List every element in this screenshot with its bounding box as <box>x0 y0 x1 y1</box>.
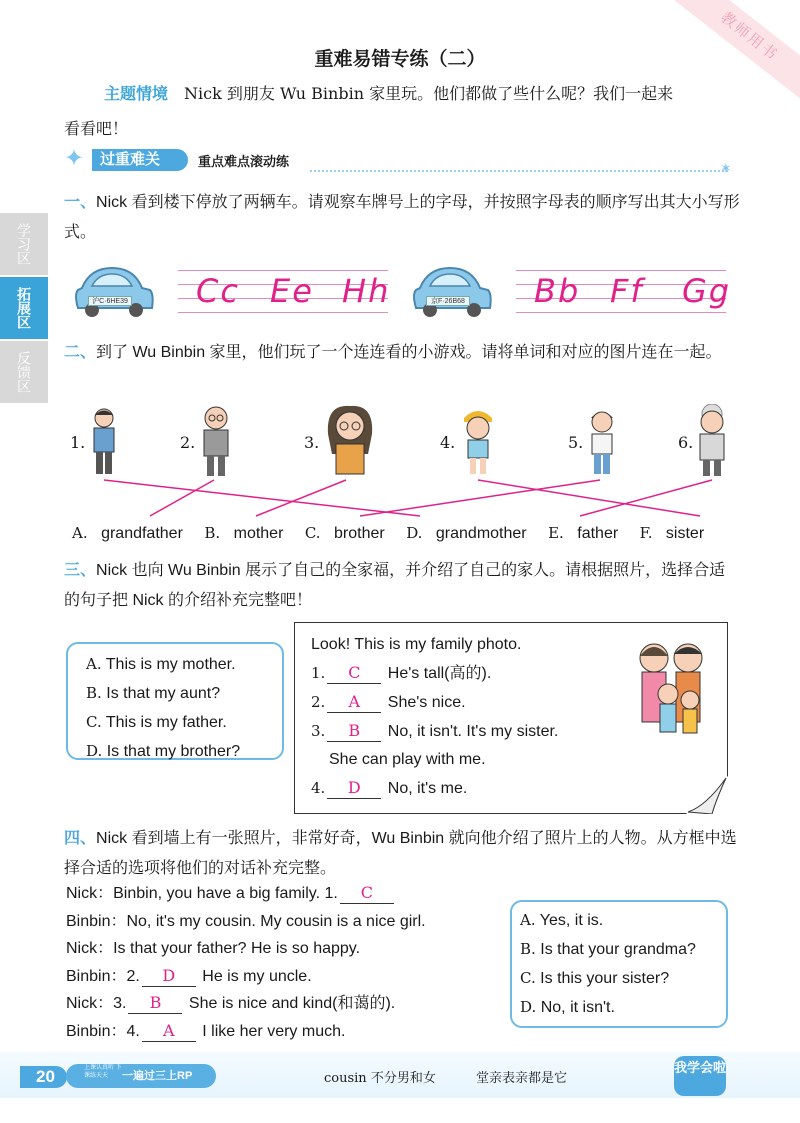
choice-text: Is that my brother? <box>106 743 241 760</box>
section-subtitle: 重点难点滚动练 <box>198 154 290 169</box>
question-1 <box>64 188 740 248</box>
page-title: 重难易错专练（二） <box>314 49 486 70</box>
footer-note: cousin 不分男和女 <box>324 1071 436 1086</box>
book-logo: 一遍过三上RP <box>66 1064 216 1088</box>
choice-box: A. This is my mother. B. Is that my aunt? C. This is my father. D. Is that my brother? <box>66 642 284 760</box>
star-icon: ✦ <box>64 145 85 172</box>
family-photo-card: Look! This is my family photo. 1. C He's tall(高的). 2. A She's nice. 3. B No, it isn't. It's my sister. She can play with me. 4. D No, it's me. <box>294 622 728 814</box>
choice-text: No, it isn't. <box>540 999 615 1016</box>
license-plate: 沪C·6HE39 <box>88 296 132 306</box>
item-number: 6. <box>678 433 694 452</box>
choice-text: Yes, it is. <box>539 912 604 929</box>
answer-blank[interactable]: C <box>340 883 394 904</box>
dialog-line: Binbin：No, it's my cousin. My cousin is a nice girl. <box>66 912 426 930</box>
banner-divider <box>310 170 728 172</box>
answer-letter: Cc <box>196 272 240 310</box>
item-number: 5. <box>568 433 584 452</box>
intro-label: 主题情境 <box>104 86 169 103</box>
answer-letter: Gg <box>682 272 732 310</box>
footer-note: 堂亲表亲都是它 <box>476 1071 568 1086</box>
answer-blank[interactable]: C <box>327 663 381 684</box>
question-text: 到了 Wu Binbin 家里，他们玩了一个连连看的小游戏。请将单词和对应的图片连在一起。 <box>96 344 722 361</box>
page-number: 20 <box>20 1066 67 1088</box>
item-number: 4. <box>440 433 456 452</box>
teacher-edition-ribbon: 教师用书 <box>672 0 800 103</box>
answer-blank[interactable]: A <box>142 1021 196 1042</box>
handwriting-lines <box>516 270 732 314</box>
answer-letter: Hh <box>342 272 391 310</box>
option-word: father <box>577 525 619 542</box>
intro-text: Nick 到朋友 Wu Binbin 家里玩。他们都做了些什么呢？我们一起来 <box>184 84 674 103</box>
father-illustration <box>86 406 122 478</box>
item-number: 1. <box>70 433 86 452</box>
choice-box: A. Yes, it is. B. Is that your grandma? C. Is this your sister? D. No, it isn't. <box>510 900 728 1028</box>
dialog-line: Nick：Binbin, you have a big family. 1. C <box>66 880 426 908</box>
question-number: 三、 <box>64 562 97 579</box>
answer-blank[interactable]: A <box>327 692 381 713</box>
intro-line-1 <box>104 82 673 107</box>
question-2 <box>64 338 740 368</box>
learned-badge: 我学会啦 <box>674 1056 726 1096</box>
dialog-line: Binbin：4. A I like her very much. <box>66 1020 346 1040</box>
tab-extend[interactable]: 拓展区 <box>0 277 48 339</box>
question-number: 一、 <box>64 194 97 211</box>
word-options: A. grandfather B. mother C. brother D. grandmother E. father F. sister <box>72 524 705 542</box>
handwriting-lines <box>178 270 391 314</box>
question-text: Nick 看到墙上有一张照片，非常好奇，Wu Binbin 就向他介绍了照片上的人物。从方框中选择合适的选项将他们的对话补充完整。 <box>64 830 737 877</box>
grandmother-illustration <box>692 404 732 478</box>
grandfather-illustration <box>196 404 236 478</box>
card-intro: Look! This is my family photo. <box>311 636 522 653</box>
question-3 <box>64 556 740 616</box>
car-icon <box>410 262 494 320</box>
car-icon <box>72 262 156 320</box>
sister-illustration <box>458 406 498 478</box>
dialog-line: Nick：Is that your father? He is so happy. <box>66 940 361 957</box>
tab-feedback[interactable]: 反馈区 <box>0 341 48 403</box>
dialog-line: Nick：3. B She is nice and kind(和蔼的). <box>66 993 396 1012</box>
question-text: Nick 也向 Wu Binbin 展示了自己的全家福，并介绍了自己的家人。请根据照片，选择合适的句子把 Nick 的介绍补充完整吧！ <box>64 562 726 609</box>
question-number: 四、 <box>64 830 97 847</box>
dialog-line: Binbin：2. D He is my uncle. <box>66 965 312 985</box>
brother-illustration <box>584 406 620 478</box>
answer-blank[interactable]: B <box>128 993 182 1014</box>
answer-letter: Ee <box>270 272 314 310</box>
choice-text: This is my mother. <box>105 656 236 673</box>
option-word: sister <box>665 525 705 542</box>
answer-blank[interactable]: D <box>142 966 196 987</box>
dialog <box>66 880 426 1045</box>
section-banner: 过重难关 <box>92 149 188 171</box>
question-text: Nick 看到楼下停放了两辆车。请观察车牌号上的字母，并按照字母表的顺序写出其大小写形式。 <box>64 194 740 241</box>
answer-blank[interactable]: B <box>327 721 381 742</box>
option-word: grandmother <box>435 525 527 542</box>
tab-study[interactable]: 学习区 <box>0 213 48 275</box>
answer-blank[interactable]: D <box>327 778 381 799</box>
choice-text: Is this your sister? <box>540 970 670 987</box>
item-number: 3. <box>304 433 320 452</box>
sparkle-icon: ✶ <box>720 160 732 176</box>
intro-line-2: 看看吧！ <box>64 119 129 138</box>
answer-letter: Bb <box>534 272 581 310</box>
option-word: mother <box>233 525 284 542</box>
item-number: 2. <box>180 433 196 452</box>
matching-lines <box>0 470 800 530</box>
page-curl-icon <box>686 776 728 814</box>
option-word: grandfather <box>101 525 183 542</box>
license-plate: 京F·26B68 <box>426 296 470 306</box>
answer-letter: Ff <box>610 272 644 310</box>
option-word: brother <box>334 525 385 542</box>
side-tabs <box>0 213 48 403</box>
question-number: 二、 <box>64 344 97 361</box>
mother-illustration <box>322 404 378 476</box>
family-photo-illustration <box>632 636 712 736</box>
slogan: 上课认真听 下课练天天 <box>84 1065 122 1079</box>
question-4 <box>64 824 740 884</box>
choice-text: Is that your grandma? <box>540 941 696 958</box>
choice-text: Is that my aunt? <box>106 685 221 702</box>
choice-text: This is my father. <box>105 714 227 731</box>
